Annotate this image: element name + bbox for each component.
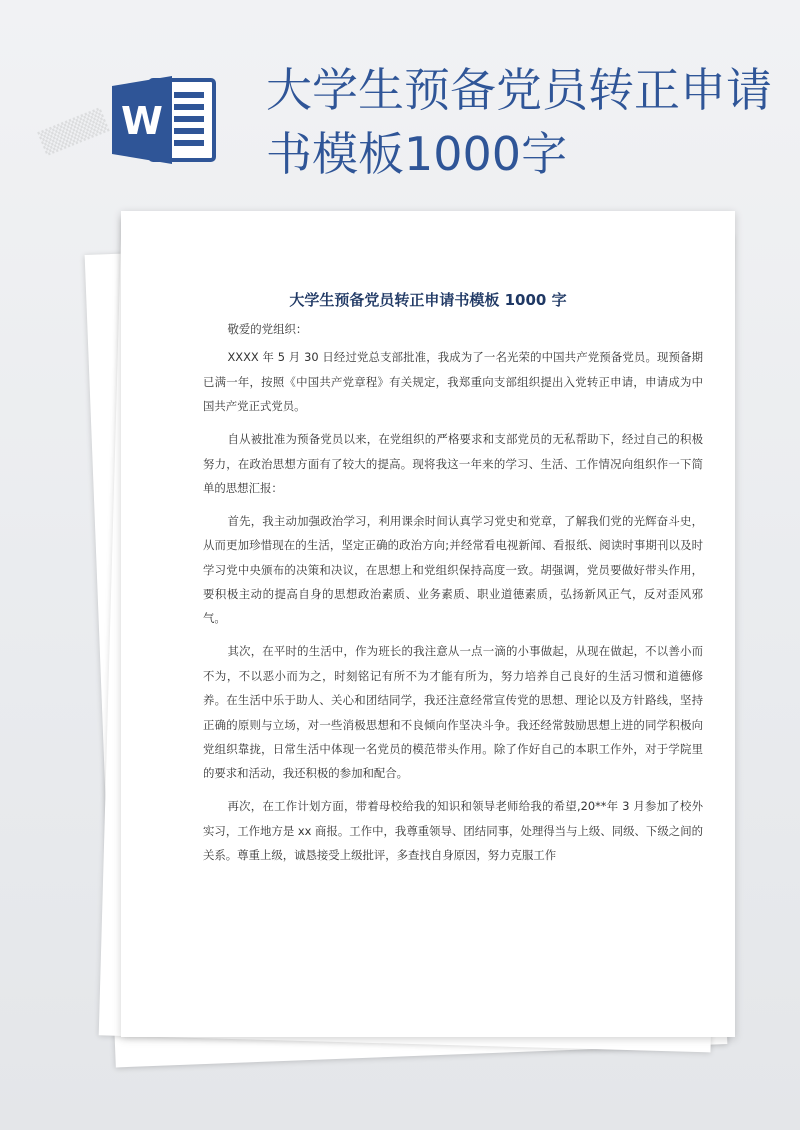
word-document-icon <box>112 76 218 164</box>
document-body <box>203 317 703 876</box>
document-paragraph: XXXX 年 5 月 30 日经过党总支部批准，我成为了一名光荣的中国共产党预备党员。现预备期已满一年，按照《中国共产党章程》有关规定，我郑重向支部组织提出入党转正申请，申请成为中国共产党正式党员。 <box>203 350 703 414</box>
watermark: ▒▒▒▒ <box>37 108 110 157</box>
document-salutation: 敬爱的党组织： <box>227 322 308 336</box>
document-paragraph: 自从被批准为预备党员以来，在党组织的严格要求和支部党员的无私帮助下，经过自己的积极努力，在政治思想方面有了较大的提高。现将我这一年来的学习、生活、工作情况向组织作一下简单的思想汇报： <box>203 432 703 495</box>
document-title: 大学生预备党员转正申请书模板 1000 字 <box>289 291 567 309</box>
document-page <box>121 211 735 1037</box>
document-paragraph: 再次，在工作计划方面，带着母校给我的知识和领导老师给我的希望,20**年 3 月参加了校外实习，工作地方是 xx 商报。工作中，我尊重领导、团结同事，处理得当与上级、同级、下级之间的关系。尊重上级，诚恳接受上级批评，多查找自身原因，努力克服工作 <box>203 799 703 863</box>
page-title: 大学生预备党员转正申请书模板1000字 <box>266 63 772 181</box>
document-paragraph: 首先，我主动加强政治学习，利用课余时间认真学习党史和党章，了解我们党的光辉奋斗史，从而更加珍惜现在的生活，坚定正确的政治方向;并经常看电视新闻、看报纸、阅读时事期刊以及时学习党中央颁布的决策和决议，在思想上和党组织保持高度一致。胡强调，党员要做好带头作用，要积极主动的提高自身的思想政治素质、业务素质、职业道德素质，弘扬新风正气，反对歪风邪气。 <box>203 513 703 626</box>
word-icon-letter: W <box>121 99 163 143</box>
document-paragraph: 其次，在平时的生活中，作为班长的我注意从一点一滴的小事做起，从现在做起，不以善小而不为，不以恶小而为之，时刻铭记有所不为才能有所为，努力培养自己良好的生活习惯和道德修养。在生活中乐于助人、关心和团结同学，我还注意经常宣传党的思想、理论以及方针路线，坚持正确的原则与立场，对一些消极思想和不良倾向作坚决斗争。我还经常鼓励思想上进的同学积极向党组织靠拢，日常生活中体现一名党员的模范带头作用。除了作好自己的本职工作外，对于学院里的要求和活动，我还积极的参加和配合。 <box>203 644 703 781</box>
